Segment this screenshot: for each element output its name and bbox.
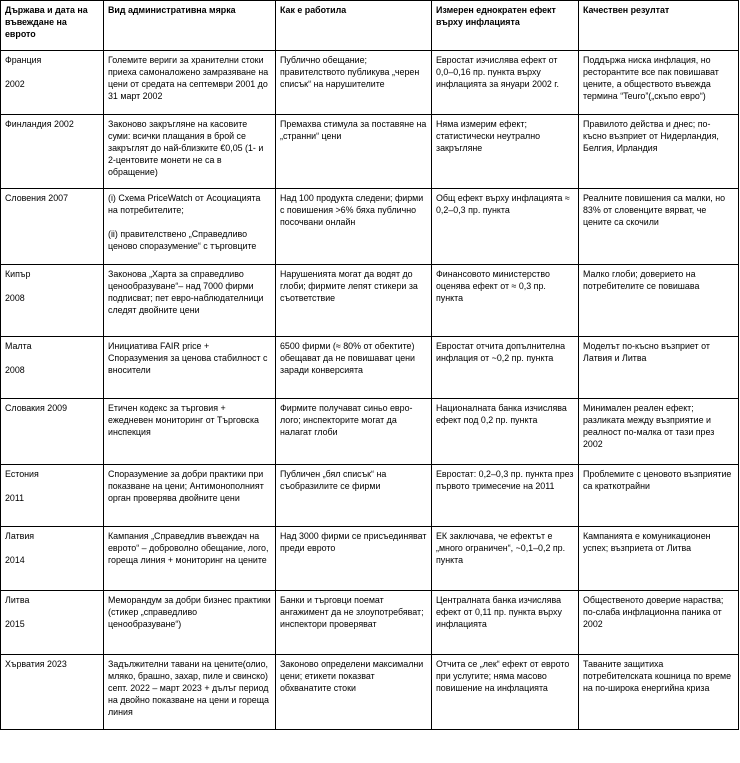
cell-measure [104,115,276,189]
cell-how [276,51,432,115]
cell-result [579,265,739,337]
cell-how [276,399,432,465]
table-row [1,465,739,527]
cell-country [1,465,104,527]
cell-text: Големите вериги за хранителни стоки приеха самоналожено замразяване на цени от средата на септември 2001 до 31 март 2002 [108,55,269,101]
cell-text: (ii) правителствено „Справедливо ценово споразумение“ с търговците [108,229,257,251]
cell-text: 2014 [5,555,25,565]
cell-text: 2015 [5,619,25,629]
cell-country [1,265,104,337]
cell-result [579,527,739,591]
cell-result [579,399,739,465]
cell-effect [432,337,579,399]
cell-how [276,265,432,337]
cell-effect [432,399,579,465]
cell-text: Законово закръгляне на касовите суми: всички плащания в брой се закръглят до най-близките €0,05 (1- и 2-центовите монети не са в обращение) [108,119,264,177]
cell-text: Инициатива FAIR price + Споразумения за ценова стабилност с вносители [108,341,268,375]
cell-result [579,465,739,527]
header-row [1,1,739,51]
cell-text: Етичен кодекс за търговия + ежедневен мониторинг от Търговска инспекция [108,403,259,437]
cell-effect [432,527,579,591]
cell-text: Меморандум за добри бизнес практики (стикер „справедливо ценообразуване“) [108,595,271,629]
cell-country [1,399,104,465]
header-result: Качествен резултат [579,1,739,51]
cell-text: Общественото доверие нараства; по-слаба инфлационна паника от 2002 [583,595,724,629]
table-header [1,1,739,51]
cell-text: 2002 [5,79,25,89]
cell-text: ЕК заключава, че ефектът е „много ограничен“, ~0,1–0,2 пр. пункта [436,531,566,565]
cell-measure [104,527,276,591]
header-effect: Измерен еднократен ефект върху инфлацията [432,1,579,51]
cell-text: Евростат отчита допълнителна инфлация от ~0,2 пр. пункта [436,341,566,363]
cell-text: Литва [5,595,30,605]
cell-text: Реалните повишения са малки, но 83% от словенците вярват, че цените са скочили [583,193,726,227]
cell-text: 2011 [5,493,25,503]
cell-result [579,51,739,115]
cell-text: Поддържа ниска инфлация, но ресторантите все пак повишават цените, а обществото въвежда термина “Teuro”(„скъпо евро“) [583,55,719,101]
cell-effect [432,51,579,115]
cell-text: Публичен „бял списък“ на съобразилите се фирми [280,469,387,491]
table-row [1,51,739,115]
cell-text: Кампания „Справедлив въвеждач на еврото“ – доброволно обещание, лого, гореща линия + мониторинг на цените [108,531,269,565]
cell-text: Нарушенията могат да водят до глоби; фирмите лепят стикери за съответствие [280,269,418,303]
cell-result [579,189,739,265]
header-how: Как е работила [276,1,432,51]
cell-country [1,655,104,730]
cell-country [1,51,104,115]
table-row [1,189,739,265]
cell-effect [432,591,579,655]
table-row [1,399,739,465]
cell-country [1,527,104,591]
cell-text: Латвия [5,531,35,541]
cell-text: Над 100 продукта следени; фирми с повишения >6% бяха публично посочвани онлайн [280,193,424,227]
cell-how [276,337,432,399]
cell-text: (i) Схема PriceWatch от Асоциацията на потребителите; [108,193,261,215]
cell-text: Малта [5,341,32,351]
cell-text: Няма измерим ефект; статистически неутрално закръгляне [436,119,541,153]
cell-effect [432,115,579,189]
cell-text: Премахва стимула за поставяне на „странни“ цени [280,119,427,141]
cell-text: Централната банка изчислява ефект от 0,11 пр. пункта върху инфлацията [436,595,562,629]
cell-text: Малко глоби; доверието на потребителите се повишава [583,269,700,291]
cell-country [1,337,104,399]
cell-text: Кампанията е комуникационен успех; възприета от Литва [583,531,711,553]
cell-text: Общ ефект върху инфлацията ≈ 0,2–0,3 пр. пункта [436,193,570,215]
cell-text: 6500 фирми (≈ 80% от обектите) обещават да не повишават цени заради конверсията [280,341,415,375]
cell-how [276,465,432,527]
cell-text: Над 3000 фирми се присъединяват преди еврото [280,531,427,553]
cell-text: Публично обещание; правителството публикува „черен списък“ на нарушителите [280,55,420,89]
cell-country [1,115,104,189]
cell-text: Банки и търговци поемат ангажимент да не злоупотребяват; инспектори проверяват [280,595,424,629]
table-row [1,527,739,591]
cell-text: Задължителни тавани на цените(олио, мляко, брашно, захар, пиле и свинско) септ. 2022 – март 2023 + дълъг период на двойно показване на цени и гореща линия [108,659,269,717]
cell-text: Словакия 2009 [5,403,68,413]
cell-how [276,591,432,655]
cell-text: Проблемите с ценовото възприятие са краткотрайни [583,469,732,491]
cell-how [276,115,432,189]
cell-text: Фирмите получават синьо евро-лого; инспекторите могат да налагат глоби [280,403,413,437]
cell-text: Франция [5,55,42,65]
table-row [1,655,739,730]
cell-result [579,655,739,730]
cell-text: Словения 2007 [5,193,69,203]
cell-text: Законово определени максимални цени; етикети показват обхванатите стоки [280,659,424,693]
cell-measure [104,265,276,337]
cell-text: Естония [5,469,39,479]
cell-effect [432,465,579,527]
cell-measure [104,337,276,399]
cell-text: Минимален реален ефект; разликата между възприятие и реалност по-малка от тази през 2002 [583,403,715,449]
cell-text: Евростат изчислява ефект от 0,0–0,16 пр. пункта върху инфлацията за януари 2002 г. [436,55,559,89]
cell-measure [104,399,276,465]
table-row [1,265,739,337]
cell-text: Хърватия 2023 [5,659,67,669]
cell-measure [104,655,276,730]
cell-text: Финансовото министерство оценява ефект от ≈ 0,3 пр. пункта [436,269,550,303]
cell-text: Законова „Харта за справедливо ценообразуване“– над 7000 фирми подписват; пет евро-наблюдателници следят двойните цени [108,269,264,315]
cell-text: 2008 [5,293,25,303]
cell-how [276,527,432,591]
cell-text: Националната банка изчислява ефект под 0,2 пр. пункта [436,403,567,425]
cell-measure [104,465,276,527]
cell-text: Таваните защитиха потребителската кошница по време на по-широка енергийна криза [583,659,732,693]
cell-how [276,655,432,730]
cell-result [579,591,739,655]
cell-text: Моделът по-късно възприет от Латвия и Литва [583,341,710,363]
cell-text: Финландия 2002 [5,119,74,129]
table-row [1,591,739,655]
cell-text: Кипър [5,269,31,279]
cell-country [1,591,104,655]
cell-effect [432,189,579,265]
cell-measure [104,189,276,265]
cell-measure [104,51,276,115]
table-row [1,115,739,189]
cell-text: Отчита се „лек“ ефект от еврото при услугите; няма масово повишение на инфлацията [436,659,570,693]
header-country: Държава и дата на въвеждане на еврото [1,1,104,51]
header-measure: Вид административна мярка [104,1,276,51]
table-body [1,51,739,730]
cell-text: Правилото действа и днес; по-късно възприет от Нидерландия, Белгия, Ирландия [583,119,719,153]
cell-measure [104,591,276,655]
cell-text: 2008 [5,365,25,375]
cell-text: Евростат: 0,2–0,3 пр. пункта през първото тримесечие на 2011 [436,469,574,491]
cell-effect [432,655,579,730]
cell-country [1,189,104,265]
cell-result [579,115,739,189]
table-row [1,337,739,399]
cell-result [579,337,739,399]
cell-effect [432,265,579,337]
cell-text: Споразумение за добри практики при показване на цени; Антимонополният орган проверява двойните цени [108,469,264,503]
cell-how [276,189,432,265]
